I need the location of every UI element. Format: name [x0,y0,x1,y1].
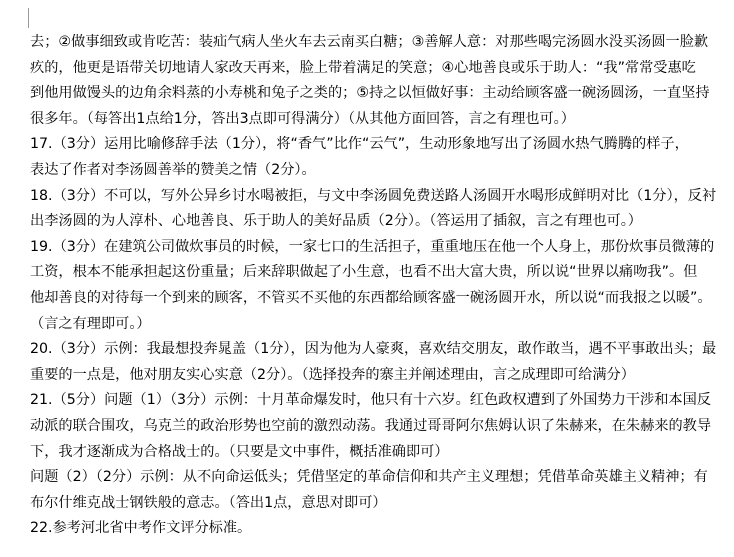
answer-21-line: 21.（5分）问题（1）（3分）示例：十月革命爆发时，他只有十六岁。红色政权遭到了外国势力干涉和本国反 [30,392,711,409]
text-line: 表达了作者对李汤圆善举的赞美之情（2分）。 [30,161,316,178]
text-line: 疚的，他更是语带关切地请人家改天再来，脸上带着满足的笑意；④心地善良或乐于助人：“我”常常受惠吃 [30,59,696,76]
answer-17-line: 17.（3分）运用比喻修辞手法（1分），将“香气”比作“云气”，生动形象地写出了汤圆水热气腾腾的样子， [30,136,689,153]
text-line: 很多年。（每答出1点给1分，答出3点即可得满分）（从其他方面回答，言之有理也可。） [30,110,575,127]
text-line: 下，我才逐渐成为合格战士的。（只要是文中事件，概括准确即可） [30,443,449,460]
text-line: 出李汤圆的为人淳朴、心地善良、乐于助人的美好品质（2分）。（答运用了插叙，言之有理也可。） [30,213,642,230]
answer-22-line: 22.参考河北省中考作文评分标准。 [30,520,252,537]
text-line: 到他用做馒头的边角余料蒸的小寿桃和兔子之类的；⑤持之以恒做好事：主动给顾客盛一碗汤圆汤，一直坚持 [30,85,710,102]
text-line: （言之有理即可。） [30,315,151,332]
text-line: 布尔什维克战士钢铁般的意志。（答出1点，意思对即可） [30,494,387,511]
text-line: 他却善良的对待每一个到来的顾客，不管买不买他的东西都给顾客盛一碗汤圆开水，所以说“而我报之以暖”。 [30,289,712,306]
text-line: 工资，根本不能承担起这份重量；后来辞职做起了小生意，也看不出大富大贵，所以说“世界以痛吻我”。但 [30,264,698,281]
answer-20-line: 20.（3分）示例：我最想投奔晁盖（1分），因为他为人豪爽，喜欢结交朋友，敢作敢当，遇不平事敢出头；最 [30,341,717,358]
answer-19-line: 19.（3分）在建筑公司做炊事员的时候，一家七口的生活担子，重重地压在他一个人身上，那份炊事员微薄的 [30,238,715,255]
answer-18-line: 18.（3分）不可以，写外公异乡讨水喝被拒，与文中李汤圆免费送路人汤圆开水喝形成鲜明对比（1分），反衬 [30,187,717,204]
answer-text-body [30,30,717,542]
text-line: 去；②做事细致或肯吃苦：装疝气病人坐火车去云南买白糖；③善解人意：对那些喝完汤圆水没买汤圆一脸歉 [30,34,709,50]
text-line: 动派的联合围攻，乌克兰的政治形势也空前的激烈动荡。我通过哥哥阿尔焦姆认识了朱赫来，在朱赫来的教导 [30,417,712,434]
page-margin-mark [28,8,29,28]
text-line: 重要的一点是，他对朋友实心实意（2分）。（选择投奔的寨主并阐述理由，言之成理即可给满分） [30,366,635,383]
text-line: 问题（2）（2分）示例：从不向命运低头；凭借坚定的革命信仰和共产主义理想；凭借革命英雄主义精神；有 [30,469,708,486]
